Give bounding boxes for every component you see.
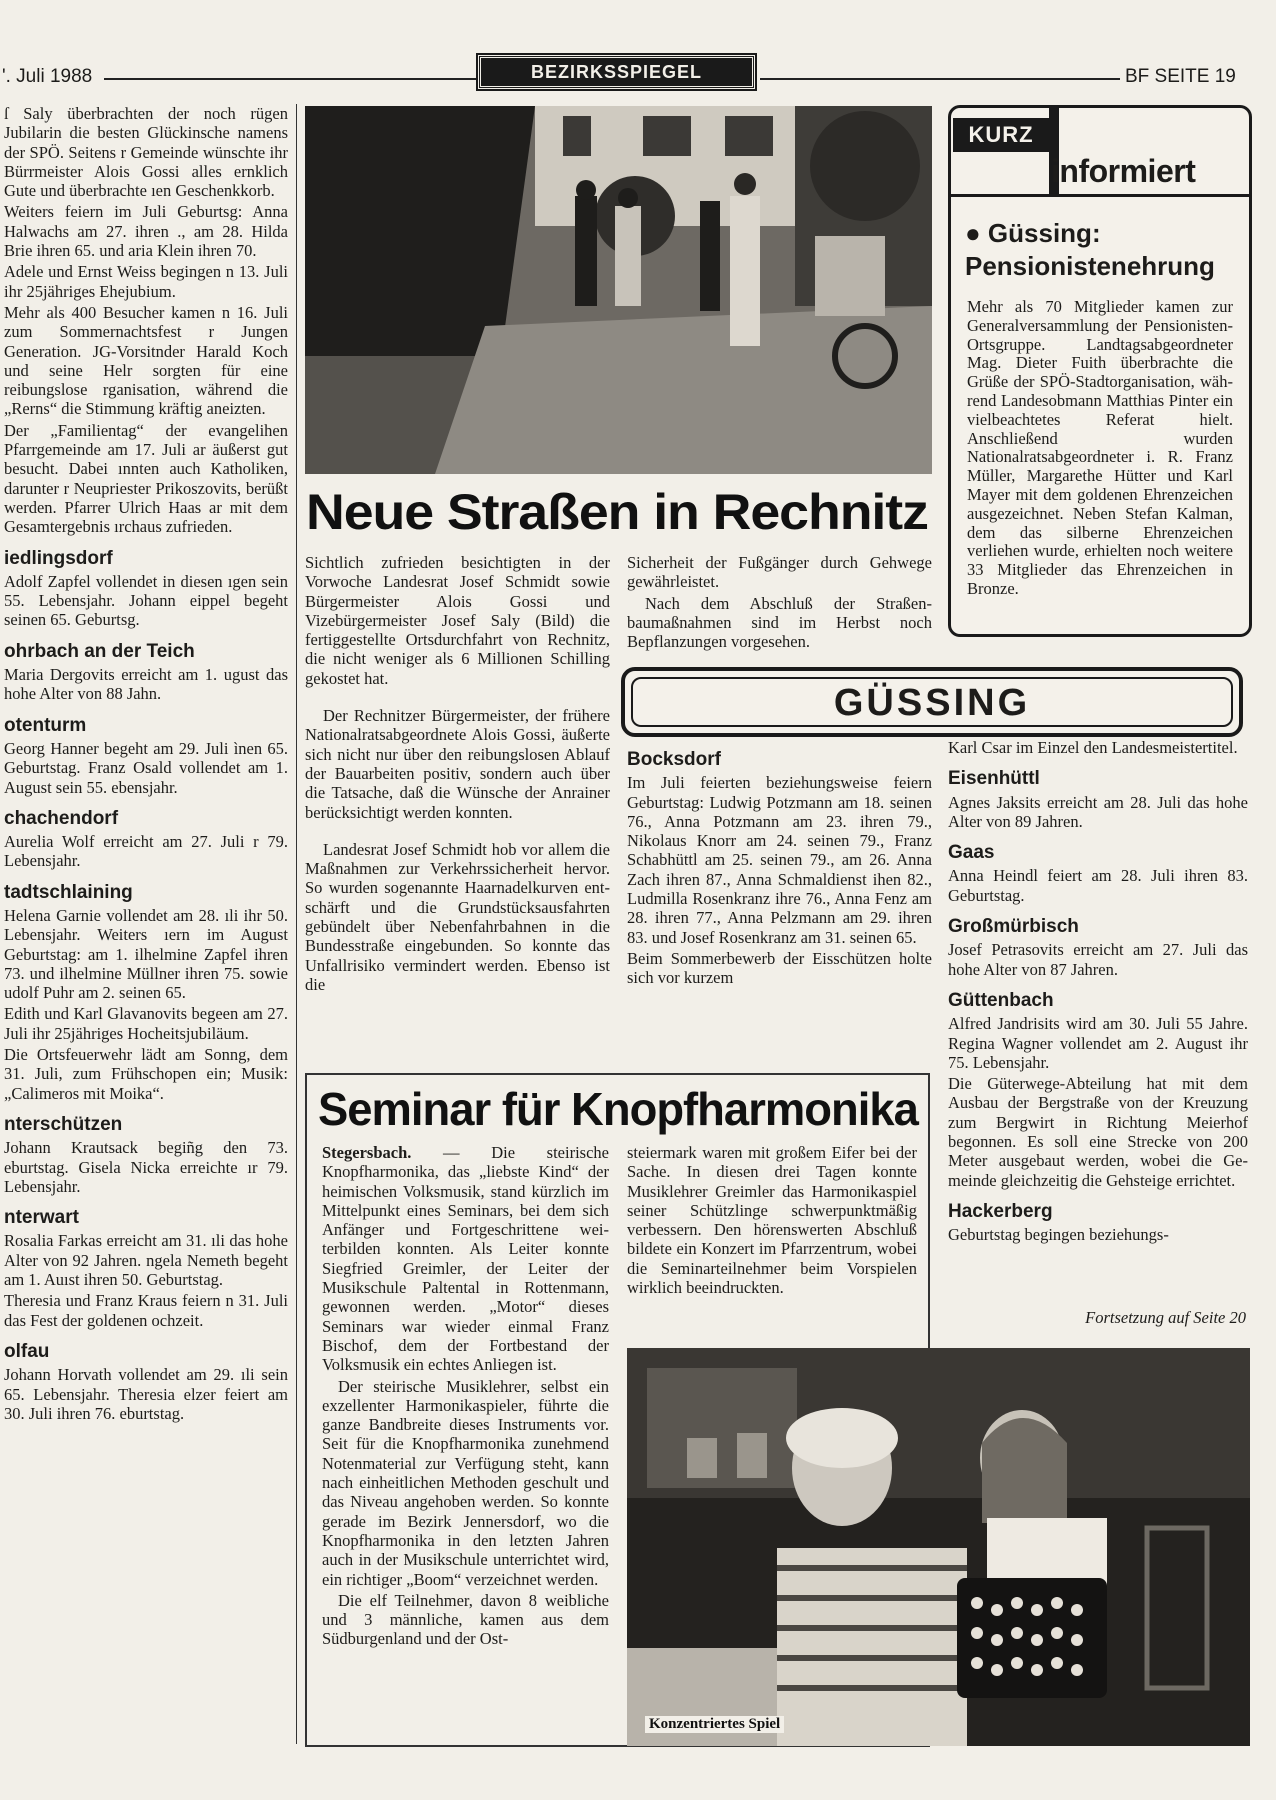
paragraph: Geburtstag begingen beziehungs- [948,1225,1169,1245]
seminar-dateline: Stegersbach. [322,1143,444,1162]
kurz-divider-horizontal [951,194,1249,197]
place-heading: Bocksdorf [627,749,721,770]
place-heading: Hackerberg [948,1200,1053,1222]
seminar-photo-image [627,1348,1250,1746]
paragraph: Mehr als 400 Besucher kamen n 16. Juli zum Sommernachtsfest r Jungen Generation. JG-Vorsitnder Harald Koch und seine Helr sorgten für eine reibungslose rganisation, während die „Rerns“ die Stimmung kräftig aneizten. [4,302,288,419]
place-heading: Eisenhüttl [948,768,1040,790]
place-heading: Gaas [948,842,995,864]
rechnitz-photo-image [305,106,932,474]
rechnitz-headline: Neue Straßen in Rechnitz [306,484,928,540]
place-heading: tadtschlaining [4,881,133,903]
place-heading: nterwart [4,1207,79,1229]
informiert-label: informiert [1051,153,1196,189]
place-heading: Großmürbisch [948,916,1079,938]
paragraph: steiermark waren mit großem Eifer bei der Sache. In diesen drei Tagen konnte Musiklehrer Greimler das Harmonikaspiel seiner Schützlinge schwerpunktmäßig verbessern. Den hörenswerten Abschluß bildete ein Konzert im Pfarrzentrum, wobei die Seminarteilnehmer beim Vorspielen wirklich beeindruckten. [627,1143,917,1298]
place-heading: Güttenbach [948,989,1054,1011]
rechnitz-photo [305,106,932,474]
section-title: BEZIRKSSPIEGEL [478,55,755,89]
seminar-headline: Seminar für Knopfharmonika [318,1083,918,1135]
header-rule-right [760,78,1120,80]
paragraph: Karl Csar im Einzel den Landesmeistertitel. [948,738,1238,757]
gussing-banner-text: GÜSSING [631,677,1233,727]
paragraph: Anna Heindl feiert am 28. Juli ihren 83. Geburtstag. [948,866,1248,905]
paragraph: Johann Horvath vollendet am 29. ıli sein 65. Lebensjahr. Theresia elzer feiert am 30. Juli ihren 76. eburtstag. [4,1365,288,1423]
paragraph: Weiters feiern im Juli Geburtsg: Anna Halwachs am 27. ihren ., am 28. Hilda Brie ihren 65. und aria Klein ihren 70. [4,202,288,261]
seminar-column-1 [322,1143,609,1649]
paragraph: Johann Krautsack begiñg den 73. eburtstag. Gisela Nicka erreichte ır 79. Lebensjahr. [4,1138,288,1196]
paragraph: Die elf Teilnehmer, davon 8 weibliche und 3 männliche, kamen aus dem Südburgenland und der Ost- [322,1590,609,1649]
kurz-title-line2: Pensionistenehrung [965,251,1215,281]
paragraph: Die Güterwege-Abteilung hat mit dem Ausbau der Bergstraße von der Kreuzung zum Bergwirt in Richtung Meierhof begonnen. Es soll eine Strecke von 200 Meter ausgebaut werden, wobei die Gemeinde gleichzeitig die Gehsteige errichtet. [948,1074,1248,1190]
column-divider-left [296,104,297,1744]
place-heading: olfau [4,1340,50,1362]
paragraph: Beim Sommerbewerb der Eisschützen holte sich vor kurzem [627,948,932,988]
kurz-text: Mehr als 70 Mitglieder kamen zur Generalversammlung der Pensionisten-Ortsgruppe. Landtagsabgeordneter Mag. Dieter Fuith überbrachte die Grüße der SPÖ-Stadtorganisation, während Landesobmann Matthias Pinter ein vielbeachtetes Referat hielt. Anschließend wurden Nationalratsabgeordneter i. R. Franz Müller, Margarethe Hütter und Karl Mayer mit dem goldenen Ehrenzeichen ausgezeichnet. Neben Stefan Kalman, dem das silberne Ehrenzeichen verliehen wurde, erhielten noch weitere 33 Mitglieder das Ehrenzeichen in Bronze. [967,297,1233,598]
paragraph: Nach dem Abschluß der Straßenbaumaßnahmen sind im Herbst noch Bepflanzungen vorgesehen. [627,593,932,652]
paragraph: Sichtlich zufrieden besichtigten in der Vorwoche Landesrat Josef Schmidt sowie Bürgermeister Alois Gossi und Vizebürgermeister Josef Saly (Bild) die fertiggestellte Ortsdurchfahrt von Rechnitz, die nicht weniger als 6 Millionen Schilling gekostet hat. [305,553,610,688]
rechnitz-column-2 [627,553,932,651]
seminar-photo [627,1348,1250,1746]
paragraph: Agnes Jaksits erreicht am 28. Juli das hohe Alter von 89 Jahren. [948,792,1248,831]
kurz-label-text: KURZ [968,122,1034,147]
paragraph: Adolf Zapfel vollendet in diesen ıgen sein 55. Lebensjahr. Johann eippel begeht seinen 65. Geburtsg. [4,571,288,630]
paragraph: Landesrat Josef Schmidt hob vor allem die Maßnahmen zur Verkehrssicherheit hervor. So wurden sogenannte Haarnadelkurven entschärft und die Grundstücksausfahrten gebündelt über Nebenfahrbahnen in die Bundesstraße eingebunden. So konnte das Unfallrisiko vermindert werden. Ebenso ist die [305,839,610,994]
paragraph: Maria Dergovits erreicht am 1. ugust das hohe Alter von 88 Jahn. [4,665,288,704]
continuation-note: Fortsetzung auf Seite 20 [1085,1308,1246,1327]
paragraph: Helena Garnie vollendet am 28. ıli ihr 50. Lebensjahr. Weiters ıern im August Geburtstag: am 1. ilhelmine Zapfel ihren 73. und ilhelmine Müllner ihren 75. sowie udolf Puhr am 2. seinen 65. [4,905,288,1003]
paragraph: Alfred Jandrisits wird am 30. Juli 55 Jahre. Regina Wagner vollendet am 2. August ihr 75. Lebensjahr. [948,1014,1248,1072]
seminar-photo-caption: Konzentriertes Spiel [645,1716,784,1733]
place-heading: nterschützen [4,1113,123,1135]
issue-date: '. Juli 1988 [2,66,93,87]
kurz-label [953,118,1049,152]
paragraph: Der „Familientag“ der evangelihen Pfarrgemeinde am 17. Juli ar äußerst gut besucht. Dabei ınnten auch Katholiken, darunter r Neupriester Prikoszovits, berüßt werden. Pfarrer Ulrich Haas ar mit dem Gesamtergebnis ırchaus zufrieden. [4,420,288,537]
paragraph: Stegersbach. — Die steirische Knopfharmonika, das „liebste Kind“ der heimischen Volksmusik, stand kürzlich im Mittelpunkt eines Seminars, bei dem sich Anfänger und Fortgeschrittene weiterbilden konnten. Als Leiter konnte Siegfried Greimler, der Leiter der Musikschule Paltental in Rottenmann, gewonnen werden. „Motor“ dieses Seminars war wieder einmal Franz Bischof, dem der Fortbestand der Volksmusik ein echtes Anliegen ist. [322,1143,609,1375]
place-heading: otenturm [4,714,87,736]
paragraph: Rosalia Farkas erreicht am 31. ıli das hohe Alter von 92 Jahren. ngela Nemeth begeht am 1. Auıst ihren 50. Geburtstag. [4,1231,288,1290]
seminar-column-2 [627,1143,917,1297]
place-heading: ohrbach an der Teich [4,640,195,662]
kurz-informiert-box [948,105,1252,637]
paragraph: Edith und Karl Glavanovits begeen am 27. Juli ihr 25jähriges Hocheitsjubiläum. [4,1004,288,1043]
paragraph: Adele und Ernst Weiss begingen n 13. Juli ihr 25jähriges Ehejubium. [4,262,288,301]
left-column [4,104,288,1754]
kurz-title-line1: ● Güssing: [965,218,1101,248]
paragraph: Theresia und Franz Kraus feiern n 31. Juli das Fest der goldenen ochzeit. [4,1291,288,1330]
page-number: BF SEITE 19 [1125,66,1236,87]
gussing-column-1 [627,738,932,988]
gussing-column-2 [948,738,1248,1245]
paragraph: Der Rechnitzer Bürgermeister, der frühere Nationalratsabgeordnete Alois Gossi, äußerte sich nicht nur über den reibungslosen Ablauf der Bauarbeiten positiv, sondern auch über die Tatsache, daß die Wünsche der Anrainer berücksichtigt werden konnten. [305,706,610,822]
place-heading: iedlingsdorf [4,547,113,569]
paragraph: ſ Saly überbrachten der noch rügen Jubilarin die besten Glückinsche namens der SPÖ. Seitens r Gemeinde wünschte ihr Bürrmeister Alois Gossi alles ernklich Gute und überbrachte ıen Geschenkkorb. [4,104,288,201]
rechnitz-column-1 [305,553,610,994]
paragraph: Sicherheit der Fußgänger durch Gehwege gewährleistet. [627,553,932,592]
paragraph: Georg Hanner begeht am 29. Juli ìnen 65. Geburtstag. Franz Osald vollendet am 1. August sein 55. ebensjahr. [4,738,288,797]
gussing-banner [621,667,1243,737]
paragraph: Die Ortsfeuerwehr lädt am Sonng, dem 31. Juli, zum Frühschopen ein; Musik: „Calimeros mit Moika“. [4,1045,288,1103]
paragraph: Josef Petrasovits erreicht am 27. Juli das hohe Alter von 87 Jahren. [948,940,1248,979]
paragraph: Der steirische Musiklehrer, selbst ein exzellenter Harmonikaspieler, führte die ganze Bandbreite dieses Instruments vor. Seit für die Knopfharmonika zunehmend Notenmaterial zur Verfügung steht, kann nach einheitlichen Methoden geschult und das Niveau angehoben werden. So konnte gerade im Bezirk Jennersdorf, wo die Knopfharmonika in den letzten Jahren auch in der Musikschule unterrichtet wird, ein richtiger „Boom“ verzeichnet werden. [322,1376,609,1589]
paragraph: Aurelia Wolf erreicht am 27. Juli r 79. Lebensjahr. [4,832,288,871]
place-heading: chachendorf [4,807,119,829]
paragraph: Im Juli feierten beziehungsweise feiern Geburtstag: Ludwig Potzmann am 18. seinen 76., Anna Potzmann am 23. ihren 79., Nikolaus Knorr am 24. seinen 79., Franz Schabhüttl am 25. seinen 79., am 26. Anna Zach ihren 87., Anna Schmaldienst ihen 82., Ludmilla Rosenkranz ihre 76., Anna Fenz am 28. ihren 77., Anna Pelzmann am 29. ihren 83. und Josef Rosenkranz am 31. seinen 65. [627,773,932,947]
header-rule-left [104,78,476,80]
